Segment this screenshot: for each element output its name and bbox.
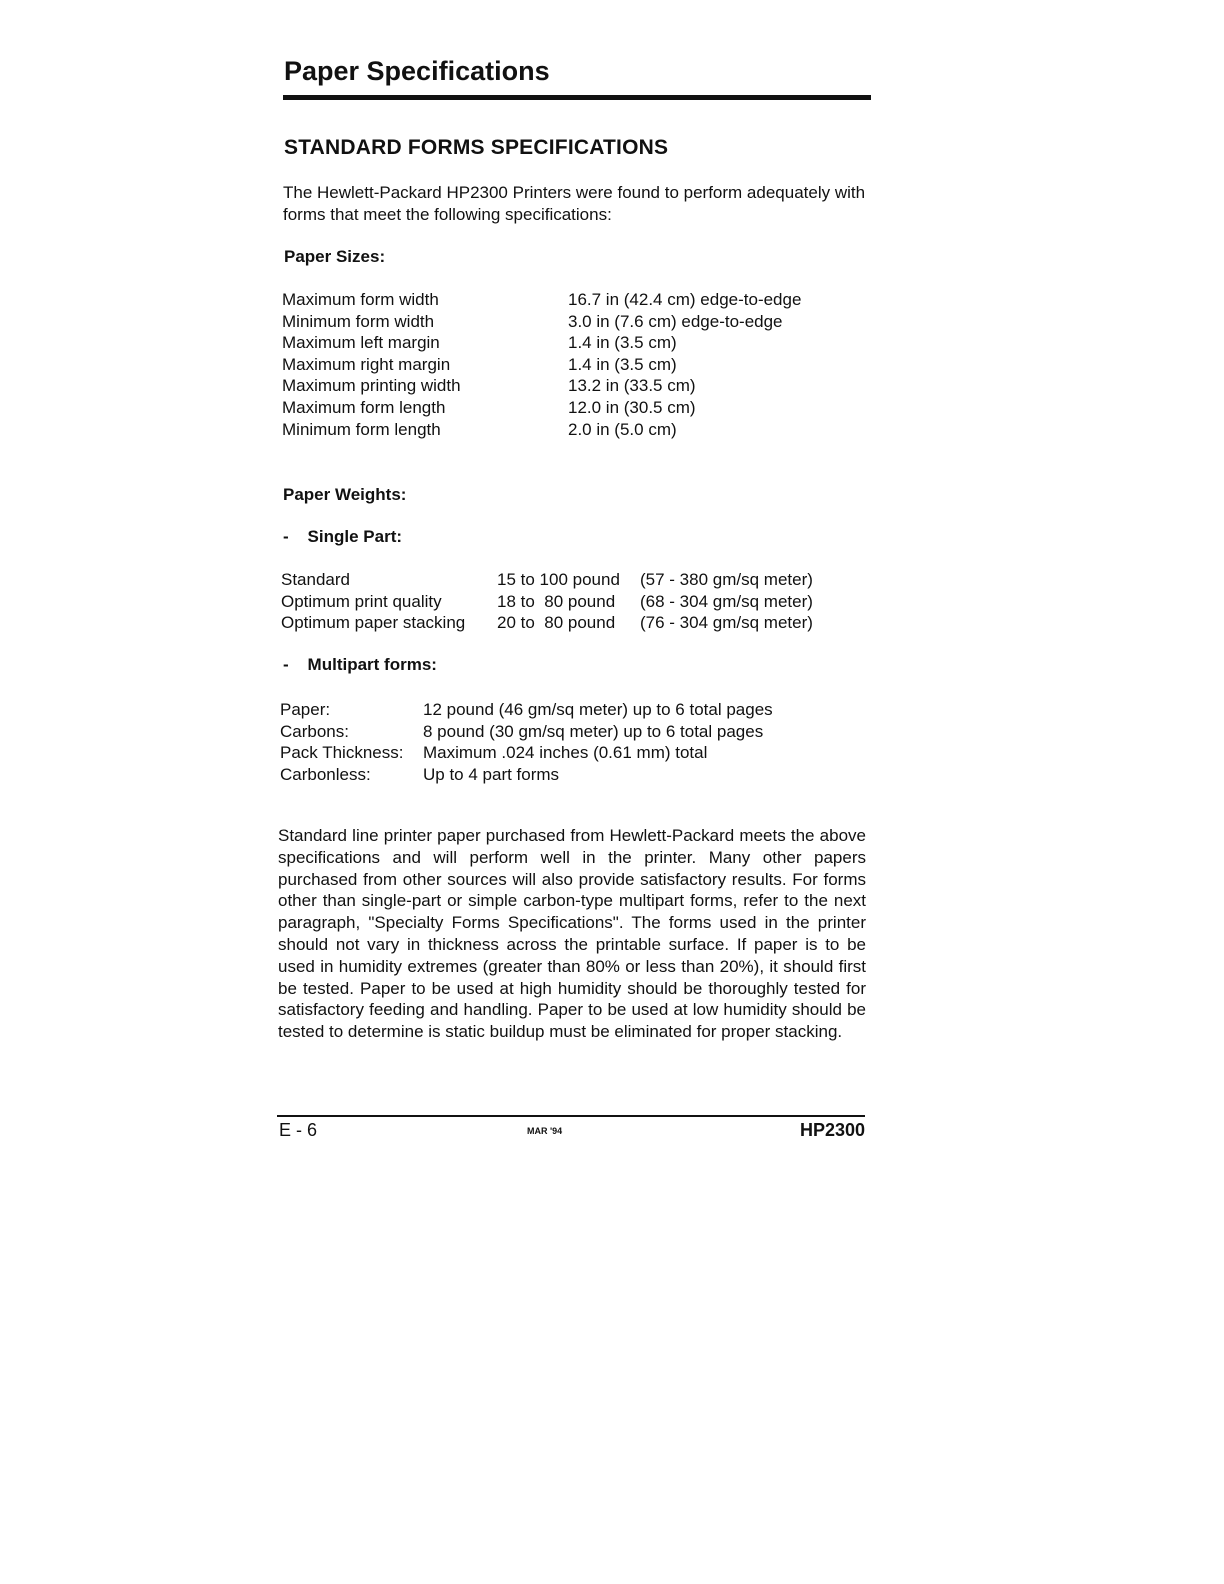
table-row bbox=[280, 742, 773, 764]
page-number: E - 6 bbox=[279, 1120, 318, 1140]
multipart-label: Pack Thickness: bbox=[280, 743, 404, 763]
table-row bbox=[282, 289, 801, 311]
weight-label: Optimum paper stacking bbox=[281, 613, 466, 633]
multipart-table bbox=[280, 699, 773, 785]
weight-range: 15 to 100 pound bbox=[497, 570, 620, 589]
spec-label: Maximum printing width bbox=[282, 376, 461, 396]
multipart-value: Up to 4 part forms bbox=[423, 764, 560, 784]
paper-sizes-table bbox=[282, 289, 801, 440]
table-row bbox=[282, 419, 801, 441]
weight-label: Optimum print quality bbox=[281, 591, 442, 611]
spec-value: 1.4 in (3.5 cm) bbox=[568, 354, 677, 374]
spec-value: 1.4 in (3.5 cm) bbox=[568, 333, 677, 353]
multipart-heading: - Multipart forms: bbox=[283, 655, 437, 674]
weight-metric: (57 - 380 gm/sq meter) bbox=[640, 570, 813, 589]
weight-metric: (68 - 304 gm/sq meter) bbox=[640, 591, 813, 611]
spec-value: 13.2 in (33.5 cm) bbox=[568, 376, 696, 396]
spec-value: 2.0 in (5.0 cm) bbox=[568, 419, 677, 439]
single-part-table bbox=[281, 569, 813, 634]
multipart-label: Carbonless: bbox=[280, 764, 371, 784]
weight-metric: (76 - 304 gm/sq meter) bbox=[640, 613, 813, 633]
table-row bbox=[282, 375, 801, 397]
spec-value: 16.7 in (42.4 cm) edge-to-edge bbox=[568, 290, 802, 309]
spec-label: Maximum form length bbox=[282, 397, 446, 417]
section-heading: STANDARD FORMS SPECIFICATIONS bbox=[284, 136, 669, 159]
table-row bbox=[282, 397, 801, 419]
title-rule bbox=[283, 95, 871, 100]
table-row bbox=[282, 354, 801, 376]
footer-rule bbox=[277, 1115, 865, 1117]
table-row bbox=[280, 699, 773, 721]
multipart-value: Maximum .024 inches (0.61 mm) total bbox=[423, 743, 708, 763]
spec-label: Maximum form width bbox=[282, 290, 439, 309]
page-title: Paper Specifications bbox=[284, 56, 550, 86]
closing-paragraph: Standard line printer paper purchased from Hewlett-Packard meets the above specifications and will perform well in the printer. Many other papers purchased from other sources will also provide satisfactory results. For forms other than single-part or simple carbon-type multipart forms, refer to the next paragraph, "Specialty Forms Specifications". The forms used in the printer should not vary in thickness across the printable surface. If paper is to be used in humidity extremes (greater than 80% or less than 20%), it should first be tested. Paper to be used at high humidity should be thoroughly tested for satisfactory feeding and handling. Paper to be used at low humidity should be tested to determine is static buildup must be eliminated for proper stacking. bbox=[278, 826, 866, 1042]
table-row bbox=[280, 764, 773, 786]
spec-label: Maximum right margin bbox=[282, 354, 451, 374]
intro-paragraph: The Hewlett-Packard HP2300 Printers were found to perform adequately with forms that meet the following specifications: bbox=[283, 183, 866, 224]
table-row bbox=[280, 721, 773, 743]
weight-label: Standard bbox=[281, 570, 350, 589]
table-row bbox=[281, 569, 813, 591]
paper-sizes-heading: Paper Sizes: bbox=[284, 247, 386, 266]
multipart-label: Carbons: bbox=[280, 721, 349, 741]
spec-label: Minimum form length bbox=[282, 419, 441, 439]
spec-value: 12.0 in (30.5 cm) bbox=[568, 397, 696, 417]
table-row bbox=[282, 332, 801, 354]
multipart-value: 8 pound (30 gm/sq meter) up to 6 total pages bbox=[423, 721, 764, 741]
multipart-label: Paper: bbox=[280, 700, 331, 719]
weight-range: 18 to 80 pound bbox=[497, 591, 616, 611]
footer-model: HP2300 bbox=[800, 1120, 866, 1140]
weight-range: 20 to 80 pound bbox=[497, 613, 616, 633]
paper-weights-heading: Paper Weights: bbox=[283, 485, 407, 504]
spec-label: Minimum form width bbox=[282, 311, 435, 331]
spec-value: 3.0 in (7.6 cm) edge-to-edge bbox=[568, 311, 783, 331]
multipart-value: 12 pound (46 gm/sq meter) up to 6 total pages bbox=[423, 700, 773, 719]
single-part-heading: - Single Part: bbox=[283, 527, 403, 546]
table-row bbox=[281, 591, 813, 613]
table-row bbox=[281, 612, 813, 634]
footer-date: MAR '94 bbox=[527, 1126, 563, 1136]
spec-label: Maximum left margin bbox=[282, 333, 440, 353]
table-row bbox=[282, 311, 801, 333]
